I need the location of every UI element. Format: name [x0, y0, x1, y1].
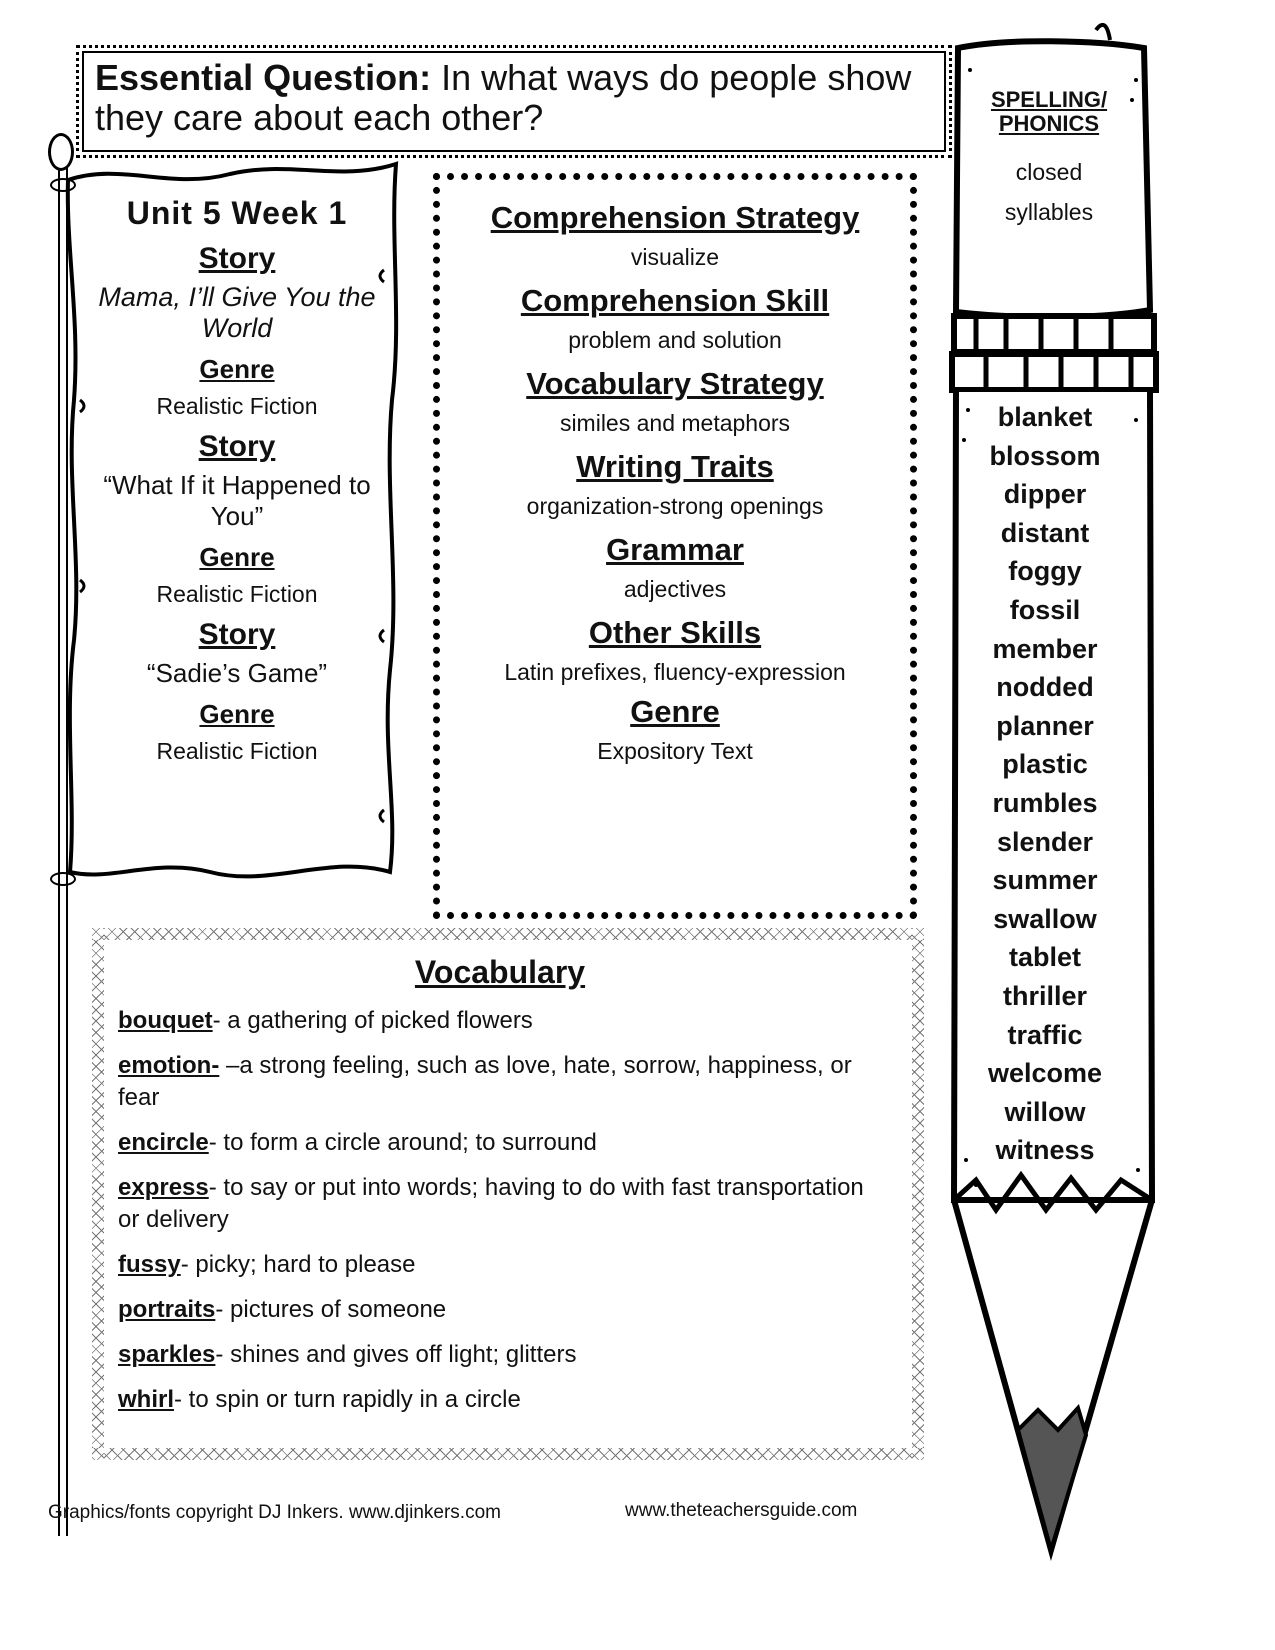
vocab-word: sparkles: [118, 1341, 216, 1368]
story-title: “What If it Happened to You”: [103, 470, 371, 531]
skill-heading: Grammar: [606, 532, 744, 567]
spelling-word: planner: [996, 710, 1094, 741]
genre-value: Realistic Fiction: [156, 581, 318, 607]
spelling-title: SPELLING/ PHONICS: [990, 87, 1108, 136]
vocabulary-box: [92, 928, 924, 1460]
spelling-word: distant: [1000, 517, 1090, 548]
footer-copyright: Graphics/fonts copyright DJ Inkers. www.djinkers.com: [48, 1502, 501, 1523]
vocab-word: fussy: [118, 1251, 181, 1278]
spelling-word: welcome: [987, 1058, 1103, 1089]
skill-value: Latin prefixes, fluency-expression: [504, 659, 846, 685]
spelling-focus-line-1: closed: [1015, 159, 1083, 185]
genre-label: Genre: [199, 542, 275, 572]
vocab-word: emotion-: [118, 1052, 220, 1079]
vocab-word: encircle: [118, 1129, 209, 1156]
story-title: “Sadie’s Game”: [146, 658, 328, 688]
vocab-item: [118, 1050, 882, 1114]
vocab-item: [118, 1249, 882, 1281]
story-banner: [78, 195, 396, 775]
essential-question-label: Essential Question:: [95, 57, 432, 98]
skill-value: problem and solution: [568, 327, 782, 353]
vocab-word: portraits: [118, 1296, 216, 1323]
skill-heading: Comprehension Strategy: [490, 200, 860, 235]
spelling-word: foggy: [1008, 556, 1082, 587]
spelling-word: thriller: [1002, 980, 1088, 1011]
spelling-word: blossom: [989, 440, 1101, 471]
skill-value: similes and metaphors: [559, 410, 791, 436]
skill-value: visualize: [630, 244, 720, 270]
spelling-word: member: [992, 633, 1098, 664]
genre-label: Genre: [199, 699, 275, 729]
vocab-word: whirl: [118, 1386, 175, 1413]
vocab-item: [118, 1127, 882, 1159]
spelling-word: fossil: [1009, 594, 1081, 625]
spelling-word: witness: [995, 1135, 1095, 1166]
vocab-item: [118, 1294, 882, 1326]
skill-value: organization-strong openings: [526, 493, 824, 519]
spelling-focus: [970, 152, 1128, 232]
footer-website: www.theteachersguide.com: [625, 1500, 858, 1521]
genre-label: Genre: [199, 354, 275, 384]
vocab-word: express: [118, 1174, 209, 1201]
spelling-word: plastic: [1002, 749, 1088, 780]
story-label: Story: [198, 242, 276, 275]
genre-value: Realistic Fiction: [156, 393, 318, 419]
spelling-word: slender: [996, 826, 1094, 857]
story-title: Mama, I’ll Give You the World: [98, 282, 376, 343]
skill-value: Expository Text: [597, 738, 753, 764]
skill-heading: Comprehension Skill: [520, 283, 830, 318]
spelling-word: blanket: [997, 402, 1093, 432]
vocab-definition: - a gathering of picked flowers: [212, 1007, 533, 1034]
spelling-word: swallow: [993, 903, 1097, 934]
vocab-item: [118, 1005, 882, 1037]
skills-box: [433, 173, 917, 919]
spelling-word: nodded: [996, 672, 1094, 703]
genre-value: Realistic Fiction: [156, 738, 318, 764]
vocab-definition: –a strong feeling, such as love, hate, sorrow, happiness, or fear: [118, 1052, 852, 1111]
story-label: Story: [198, 430, 276, 463]
spelling-focus-line-2: syllables: [1004, 199, 1094, 225]
skill-value: adjectives: [623, 576, 727, 602]
vocab-definition: - to spin or turn rapidly in a circle: [174, 1386, 521, 1413]
skill-heading: Vocabulary Strategy: [526, 366, 824, 401]
vocab-word: bouquet: [118, 1007, 213, 1034]
vocab-definition: - to form a circle around; to surround: [208, 1129, 597, 1156]
vocab-item: [118, 1172, 882, 1236]
skill-heading: Genre: [630, 694, 720, 729]
spelling-word: traffic: [1007, 1019, 1083, 1050]
vocab-item: [118, 1384, 882, 1416]
vocab-definition: - shines and gives off light; glitters: [215, 1341, 577, 1368]
skill-heading: Other Skills: [588, 615, 762, 650]
spelling-word: rumbles: [992, 787, 1098, 818]
vocabulary-content: [104, 940, 912, 1448]
spelling-word: tablet: [1008, 942, 1081, 973]
essential-question-box: [76, 45, 952, 158]
spelling-word: willow: [1004, 1096, 1086, 1127]
spelling-word: summer: [992, 865, 1098, 896]
essential-question-text: In what ways do people show they care about each other?: [95, 57, 912, 138]
spelling-word-list: [975, 398, 1115, 1170]
vocabulary-title: Vocabulary: [414, 954, 586, 990]
vocab-definition: - to say or put into words; having to do with fast transportation or delivery: [118, 1174, 864, 1233]
unit-week-title: Unit 5 Week 1: [126, 195, 348, 231]
skill-heading: Writing Traits: [576, 449, 774, 484]
vocab-item: [118, 1339, 882, 1371]
vocab-definition: - picky; hard to please: [180, 1251, 416, 1278]
vocab-definition: - pictures of someone: [215, 1296, 447, 1323]
story-label: Story: [198, 618, 276, 651]
spelling-word: dipper: [1003, 479, 1087, 510]
